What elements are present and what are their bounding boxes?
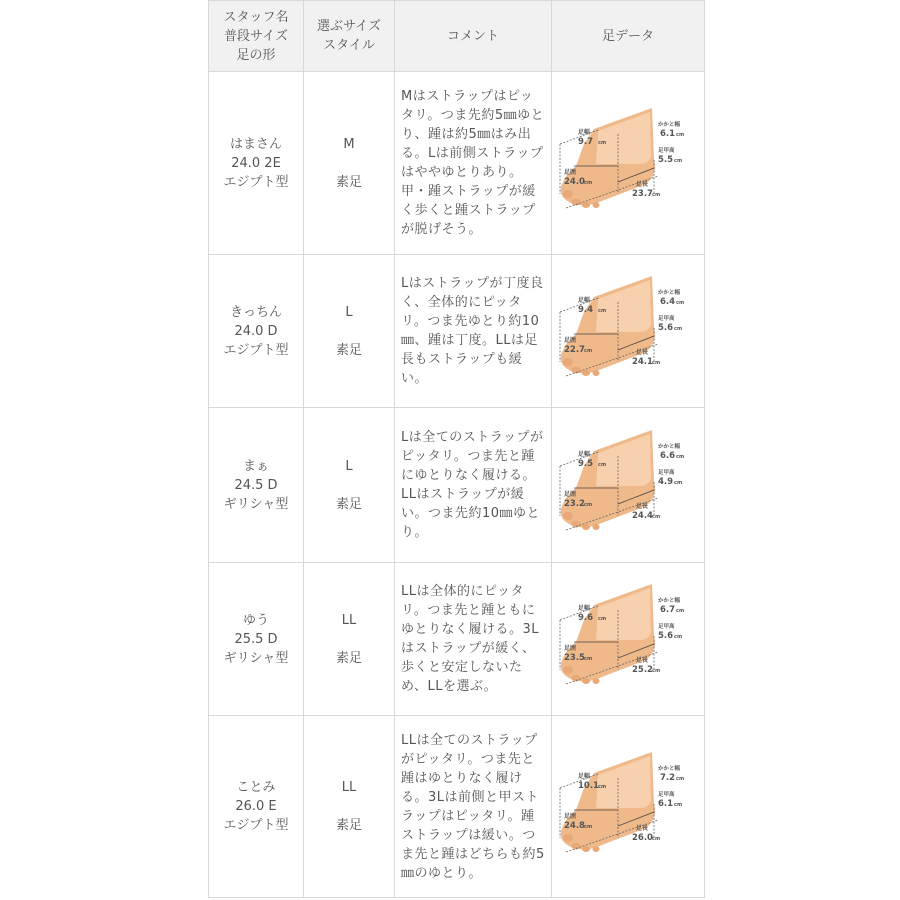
comment-text: LLは全てのストラップがピッタリ。つま先と踵はゆとりなく履ける。3Lは前側と甲ストラップはピッタリ。踵ストラップは緩い。つま先と踵はどちらも約5㎜のゆとり。 (401, 732, 545, 881)
wearing-style: 素足 (335, 342, 362, 358)
foot-diagram-icon (554, 748, 702, 866)
girth-label: 足囲 (564, 337, 577, 344)
width-unit: cm (598, 616, 607, 622)
staff-name: きっちん (229, 304, 282, 320)
width-label: 足幅 (578, 451, 591, 458)
heel-unit: cm (676, 608, 685, 614)
table-row (209, 716, 705, 898)
foot-data-cell (552, 408, 705, 563)
foot-diagram-icon (554, 426, 702, 544)
length-unit: cm (652, 835, 661, 842)
staff-cell (209, 716, 304, 898)
girth-value: 23.2 (564, 499, 585, 509)
length-value: 24.1 (632, 357, 653, 367)
heel-unit: cm (676, 300, 685, 306)
foot-diagram-icon (554, 104, 702, 222)
width-label: 足幅 (578, 772, 591, 780)
chosen-size: L (345, 304, 353, 320)
girth-value: 24.8 (564, 820, 585, 831)
size-cell (304, 72, 395, 255)
width-unit: cm (598, 783, 607, 790)
instep-label: 足甲高 (658, 791, 675, 798)
heel-value: 6.1 (660, 129, 676, 139)
staff-cell (209, 563, 304, 716)
width-unit: cm (598, 462, 607, 468)
foot-diagram-icon (554, 580, 702, 698)
instep-value: 5.6 (658, 323, 674, 333)
heel-label: かかと幅 (658, 598, 681, 604)
usual-size: 24.0 D (234, 323, 278, 339)
foot-data-cell (552, 563, 705, 716)
comment-text: Lはストラップが丁度良く、全体的にピッタリ。つま先ゆとり約10㎜、踵は丁度。LLは足長もストラップも緩い。 (401, 276, 544, 386)
instep-unit: cm (674, 158, 683, 164)
width-value: 9.5 (578, 459, 594, 469)
instep-value: 5.6 (658, 631, 674, 641)
usual-size: 25.5 D (234, 631, 278, 647)
length-label: 足長 (636, 503, 649, 510)
foot-shape: エジプト型 (223, 818, 289, 833)
chosen-size: LL (341, 780, 357, 795)
length-value: 23.7 (632, 189, 653, 199)
foot-shape: エジプト型 (223, 174, 289, 190)
header-chosen-size: 選ぶサイズ (317, 19, 381, 34)
header-staff-name: スタッフ名 (223, 9, 289, 25)
length-value: 25.2 (632, 665, 653, 675)
length-label: 足長 (636, 349, 649, 356)
girth-value: 22.7 (564, 345, 585, 355)
wearing-style: 素足 (335, 818, 362, 833)
length-label: 足長 (636, 657, 649, 664)
width-unit: cm (598, 308, 607, 314)
foot-data-cell (552, 72, 705, 255)
staff-size-table (208, 0, 705, 898)
instep-label: 足甲高 (658, 624, 675, 630)
heel-unit: cm (676, 132, 685, 138)
heel-label: かかと幅 (658, 444, 681, 450)
usual-size: 24.5 D (234, 477, 278, 493)
foot-shape: ギリシャ型 (223, 496, 289, 512)
staff-cell (209, 408, 304, 563)
size-cell (304, 408, 395, 563)
foot-shape: エジプト型 (223, 342, 289, 358)
header-usual-size: 普段サイズ (224, 28, 288, 44)
size-cell (304, 563, 395, 716)
comment-cell (395, 72, 552, 255)
instep-label: 足甲高 (658, 470, 675, 476)
header-foot-shape: 足の形 (236, 47, 276, 63)
wearing-style: 素足 (335, 650, 362, 666)
chosen-size: M (343, 136, 355, 152)
width-value: 9.6 (578, 613, 594, 623)
width-label: 足幅 (578, 605, 591, 612)
width-label: 足幅 (578, 129, 591, 136)
wearing-style: 素足 (335, 496, 362, 512)
header-foot-data: 足データ (552, 1, 705, 72)
width-value: 10.1 (578, 780, 599, 791)
length-label: 足長 (636, 824, 649, 832)
length-value: 26.0 (632, 832, 653, 843)
heel-value: 6.6 (660, 451, 676, 461)
table-row (209, 563, 705, 716)
header-size (304, 1, 395, 72)
heel-unit: cm (676, 454, 685, 460)
heel-value: 7.2 (660, 772, 676, 783)
width-label: 足幅 (578, 297, 591, 304)
staff-name: まぁ (242, 458, 269, 474)
width-unit: cm (598, 140, 607, 146)
staff-name: ことみ (236, 780, 276, 795)
usual-size: 26.0 E (235, 799, 277, 814)
header-comment: コメント (395, 1, 552, 72)
girth-label: 足囲 (564, 645, 577, 652)
girth-label: 足囲 (564, 812, 577, 820)
comment-cell (395, 255, 552, 408)
heel-value: 6.4 (660, 297, 676, 307)
comment-text: LLは全体的にピッタリ。つま先と踵ともにゆとりなく履ける。3Lはストラップが緩く、歩くと安定しないため、LLを選ぶ。 (401, 584, 540, 694)
header-row (209, 1, 705, 72)
staff-cell (209, 255, 304, 408)
length-unit: cm (652, 514, 661, 520)
instep-unit: cm (674, 326, 683, 332)
foot-data-cell (552, 716, 705, 898)
width-value: 9.4 (578, 305, 594, 315)
girth-unit: cm (584, 823, 593, 830)
foot-data-cell (552, 255, 705, 408)
girth-value: 24.0 (564, 177, 585, 187)
instep-unit: cm (674, 634, 683, 640)
width-value: 9.7 (578, 137, 594, 147)
instep-unit: cm (674, 801, 683, 808)
staff-name: はまさん (229, 136, 282, 152)
heel-label: かかと幅 (658, 122, 681, 128)
length-label: 足長 (636, 181, 649, 188)
comment-text: Lは全てのストラップがピッタリ。つま先と踵にゆとりなく履ける。LLはストラップが緩い。つま先約10㎜ゆとり。 (401, 430, 544, 540)
table-row (209, 72, 705, 255)
instep-unit: cm (674, 480, 683, 486)
girth-unit: cm (584, 180, 593, 186)
girth-value: 23.5 (564, 653, 585, 663)
header-style: スタイル (323, 38, 375, 53)
girth-unit: cm (584, 348, 593, 354)
girth-unit: cm (584, 502, 593, 508)
length-value: 24.4 (632, 511, 653, 521)
instep-value: 4.9 (658, 477, 674, 487)
table-row (209, 255, 705, 408)
usual-size: 24.0 2E (231, 155, 281, 171)
length-unit: cm (652, 192, 661, 198)
comment-cell (395, 563, 552, 716)
foot-shape: ギリシャ型 (223, 650, 289, 666)
heel-label: かかと幅 (658, 765, 681, 772)
wearing-style: 素足 (335, 174, 362, 190)
foot-diagram-icon (554, 272, 702, 390)
comment-cell (395, 408, 552, 563)
length-unit: cm (652, 668, 661, 674)
girth-unit: cm (584, 656, 593, 662)
header-staff (209, 1, 304, 72)
comment-cell (395, 716, 552, 898)
instep-value: 5.5 (658, 155, 674, 165)
length-unit: cm (652, 360, 661, 366)
size-cell (304, 255, 395, 408)
instep-label: 足甲高 (658, 316, 675, 322)
heel-unit: cm (676, 775, 685, 782)
chosen-size: L (345, 458, 353, 474)
staff-cell (209, 72, 304, 255)
heel-value: 6.7 (660, 605, 676, 615)
staff-name: ゆう (242, 612, 269, 628)
table-row (209, 408, 705, 563)
chosen-size: LL (341, 612, 357, 628)
girth-label: 足囲 (564, 491, 577, 498)
girth-label: 足囲 (564, 169, 577, 176)
comment-text: Mはストラップはピッタリ。つま先約5㎜ゆとり、踵は約5㎜はみ出る。Lは前側ストラップはややゆとりあり。甲・踵ストラップが緩く歩くと踵ストラップが脱げそう。 (401, 89, 545, 237)
heel-label: かかと幅 (658, 290, 681, 296)
size-cell (304, 716, 395, 898)
instep-label: 足甲高 (658, 148, 675, 154)
instep-value: 6.1 (658, 798, 674, 809)
